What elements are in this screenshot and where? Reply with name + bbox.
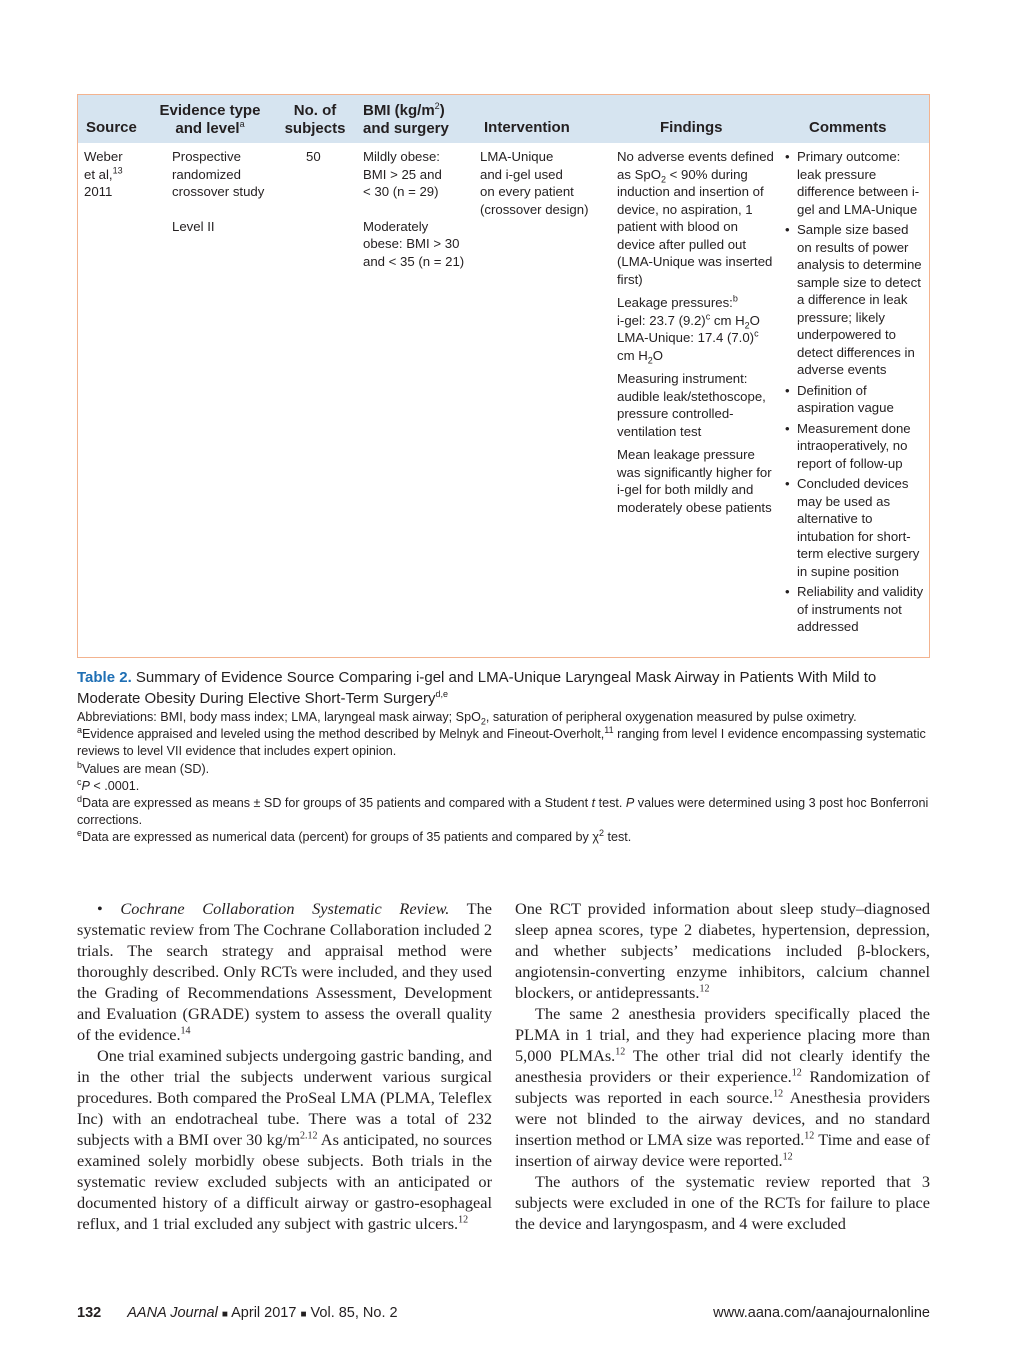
- comment-item: • Definition of aspiration vague: [784, 382, 926, 417]
- footnote-b: $^b$Values are mean (SD).: [77, 759, 210, 776]
- body-left-column: [77, 898, 492, 1234]
- table-caption: [77, 667, 937, 847]
- header-source: Source: [86, 119, 137, 136]
- comments-list: [784, 148, 926, 636]
- finding-instrument: Measuring instrument: audible leak/stethoscope, pressure controlled-ventilation test: [617, 371, 766, 439]
- caption-title: Table 2. Summary of Evidence Source Comparing i-gel and LMA-Unique Laryngeal Mask Airway in Patients With Mild to Moderate Obesity During Elective Short-Term Surgery$^{d,e}$: [77, 669, 877, 707]
- header-subjects: No. of subjects: [284, 102, 346, 137]
- header-evidence: Evidence type and level$^a$: [159, 102, 261, 137]
- cell-bmi: Mildly obese: BMI > 25 and < 30 (n = 29) Moderately obese: BMI > 30 and < 35 (n = 21): [363, 149, 465, 269]
- cell-findings: [617, 148, 775, 522]
- footnote-c: $^c$P < .0001.: [77, 776, 140, 793]
- comment-item: • Concluded devices may be used as alternative to intubation for short-term elective surgery in supine position: [784, 475, 926, 580]
- footer-url[interactable]: www.aana.com/aanajournalonline: [713, 1305, 930, 1321]
- finding-adverse-events: No adverse events defined as SpO$_2$ < 90% during induction and insertion of device, no aspiration, 1 patient with blood on device after pulled out (LMA-Unique was inserted first): [617, 149, 774, 287]
- header-bmi: BMI $(kg/m^2)$ and surgery: [363, 101, 449, 137]
- finding-mean-leakage: Mean leakage pressure was significantly higher for i-gel for both mildly and moderately obese patients: [617, 447, 772, 515]
- page-number: 132: [77, 1305, 102, 1321]
- issue-date: April 2017: [231, 1305, 297, 1321]
- footer-left: [77, 1305, 398, 1321]
- body-right-column: [515, 898, 930, 1234]
- caption-abbreviations: Abbreviations: BMI, body mass index; LMA, laryngeal mask airway; SpO$_2$, saturation of peripheral oxygenation measured by pulse oximetry.: [77, 710, 857, 727]
- paragraph: The authors of the systematic review reported that 3 subjects were excluded in one of the RCTs for failure to place the device and laryngospasm, and 4 were excluded: [515, 1172, 930, 1233]
- comment-item: • Sample size based on results of power analysis to determine sample size to detect a difference in leak pressure; likely underpowered to detect differences in adverse events: [784, 221, 926, 379]
- comment-item: • Primary outcome: leak pressure difference between i-gel and LMA-Unique: [784, 148, 926, 218]
- volume: Vol. 85, No. 2: [310, 1305, 398, 1321]
- separator: ■: [221, 1309, 228, 1320]
- paragraph: One trial examined subjects undergoing gastric banding, and in the other trial the subjects underwent various surgical procedures. Both compared the ProSeal LMA (PLMA, Teleflex Inc) with an endotracheal tube. There was a total of 232 subjects with a BMI over 30 $kg/m^{2.12}$ As anticipated, no sources examined solely morbidly obese subjects. Both trials in the systematic review excluded subjects with an anticipated or documented history of a difficult airway or gastro-esophageal reflux, and 1 trial excluded any subject with gastric ulcers.$^{12}$: [77, 1046, 492, 1233]
- footnote-d: $^d$Data are expressed as means ± SD for groups of 35 patients and compared with a Student t test. P values were determined using 3 post hoc Bonferroni corrections.: [77, 793, 929, 828]
- cell-subjects: 50: [306, 149, 321, 164]
- evidence-table: [77, 94, 930, 658]
- separator: ■: [300, 1309, 307, 1320]
- paragraph: The same 2 anesthesia providers specifically placed the PLMA in 1 trial, and they had experience placing more than 5,000 PLMAs.$^{12}$ The other trial did not clearly identify the anesthesia providers or their experience.$^{12}$ Randomization of subjects was reported in each source.$^{12}$ Anesthesia providers were not blinded to the airway devices, and no standard insertion method or LMA size was reported.$^{12}$ Time and ease of insertion of airway device were reported.$^{12}$: [515, 1004, 930, 1170]
- footnote-a: $^a$Evidence appraised and leveled using the method described by Melnyk and Fineout-Overholt,$^{11}$ ranging from level I evidence encompassing systematic reviews to level VII evidence that includes expert opinion.: [77, 725, 926, 759]
- paragraph: One RCT provided information about sleep study–diagnosed sleep apnea scores, type 2 diabetes, hypertension, depression, and whether subjects’ medications included β-blockers, angiotensin-converting enzyme inhibitors, calcium channel blockers, or antidepressants.$^{12}$: [515, 899, 930, 1002]
- cell-evidence: Prospective randomized crossover study Level II: [172, 149, 265, 234]
- header-findings: Findings: [660, 119, 723, 136]
- comment-item: • Reliability and validity of instruments not addressed: [784, 583, 926, 636]
- table-header: [78, 95, 929, 143]
- comment-item: • Measurement done intraoperatively, no report of follow-up: [784, 420, 926, 473]
- header-intervention: Intervention: [484, 119, 570, 136]
- header-comments: Comments: [809, 119, 887, 136]
- cell-comments: [784, 148, 926, 639]
- cell-intervention: LMA-Unique and i-gel used on every patient (crossover design): [480, 149, 589, 217]
- cell-source: Weber et al,$^{13}$ 2011: [84, 149, 123, 199]
- journal-name: AANA Journal: [127, 1305, 218, 1321]
- footnote-e: $^e$Data are expressed as numerical data (percent) for groups of 35 patients and compared by $\chi^2$ test.: [77, 828, 632, 845]
- paragraph: • Cochrane Collaboration Systematic Review. The systematic review from The Cochrane Collaboration included 2 trials. The search strategy and appraisal method were thoroughly described. Only RCTs were included, and they used the Grading of Recommendations Assessment, Development and Evaluation (GRADE) system to assess the overall quality of the evidence.$^{14}$: [77, 899, 492, 1044]
- finding-leakage-pressures: Leakage pressures:$^b$ i-gel: 23.7 $(9.2)^c$ cm $H_2O$ LMA-Unique: 17.4 $(7.0)^c$ cm $H_2O$: [617, 293, 760, 366]
